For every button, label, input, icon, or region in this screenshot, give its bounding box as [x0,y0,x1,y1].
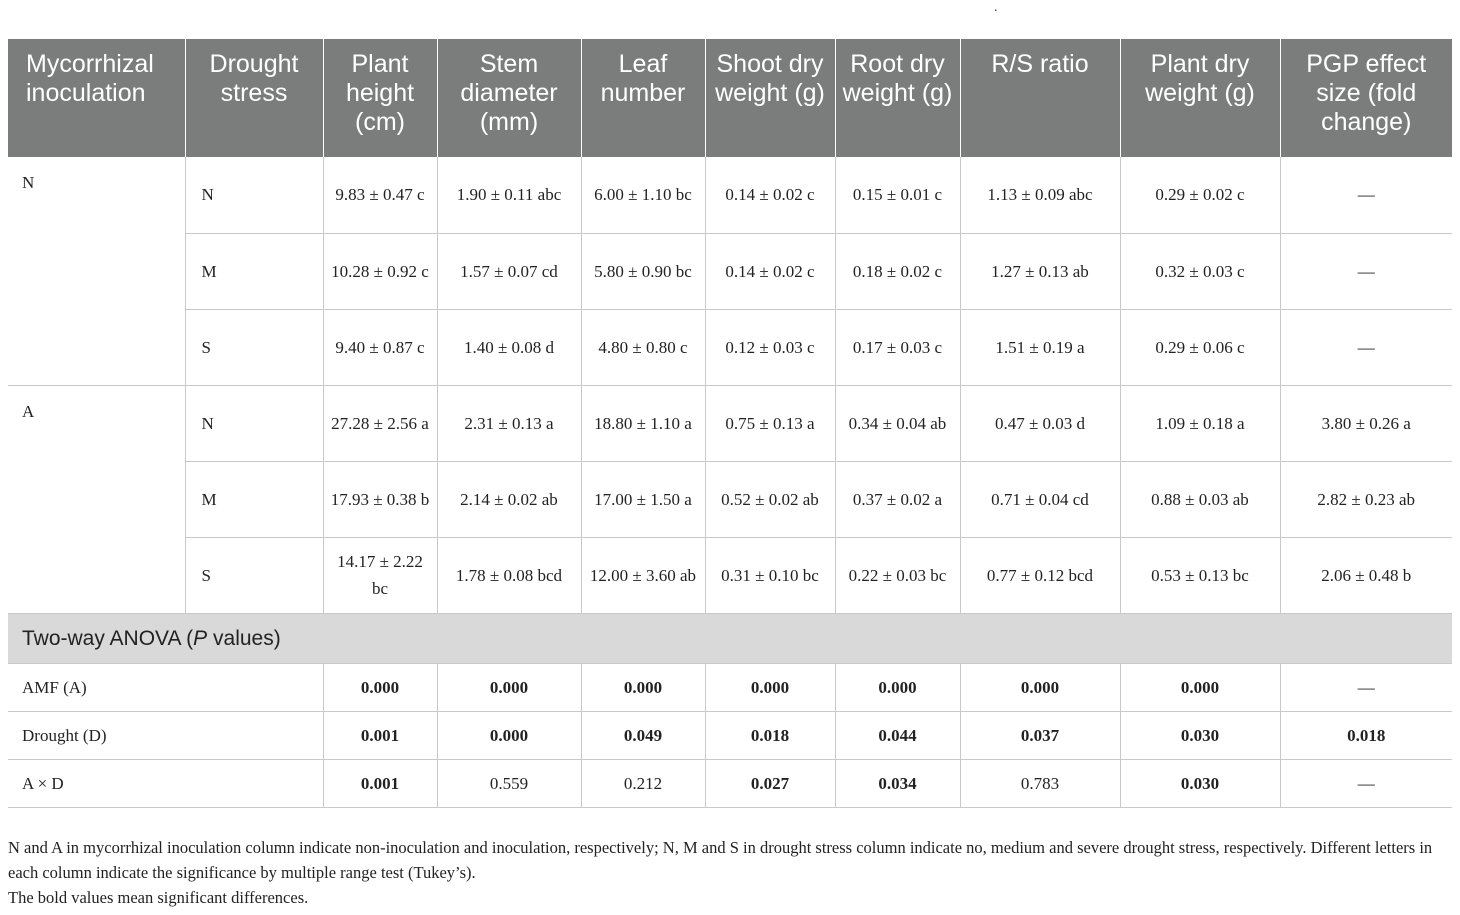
value-cell: 18.80 ± 1.10 a [581,385,705,461]
header-plant-dry-weight: Plant dry weight (g) [1120,39,1280,157]
anova-p-value: 0.018 [705,711,835,759]
anova-p-value: — [1280,759,1452,807]
anova-p-value: 0.212 [581,759,705,807]
anova-section-header [8,613,1452,663]
header-mycorrhizal-inoculation: Mycorrhizal inoculation [8,39,185,157]
value-cell: 0.29 ± 0.06 c [1120,309,1280,385]
footnote-abbreviations: N and A in mycorrhizal inoculation column indicate non-inoculation and inoculation, respectively; N, M and S in drought stress column indicate no, medium and severe drought stress, respectively. Different letters in each column indicate the significance by multiple range test (Tukey’s). [8,838,1433,882]
table-footnotes [8,835,1454,910]
value-cell: 17.00 ± 1.50 a [581,461,705,537]
header-shoot-dry-weight: Shoot dry weight (g) [705,39,835,157]
anova-row [8,759,1452,807]
anova-row [8,663,1452,711]
header-pgp-effect-size: PGP effect size (fold change) [1280,39,1452,157]
anova-p-value: 0.559 [437,759,581,807]
value-cell: 1.13 ± 0.09 abc [960,157,1120,233]
value-cell: 1.27 ± 0.13 ab [960,233,1120,309]
value-cell: 17.93 ± 0.38 b [323,461,437,537]
table-row [8,233,1452,309]
anova-p-value: 0.783 [960,759,1120,807]
footnote-bold-values: The bold values mean significant differences. [8,888,309,907]
anova-p-value: 0.000 [960,663,1120,711]
anova-p-value: 0.000 [581,663,705,711]
anova-p-value: 0.027 [705,759,835,807]
drought-cell: M [185,233,323,309]
anova-title [8,613,1452,663]
anova-p-value: 0.000 [437,711,581,759]
value-cell: 0.18 ± 0.02 c [835,233,960,309]
anova-title-post: values) [207,626,281,650]
value-cell: — [1280,157,1452,233]
value-cell: 0.77 ± 0.12 bcd [960,537,1120,613]
value-cell: 1.90 ± 0.11 abc [437,157,581,233]
anova-p-value: — [1280,663,1452,711]
anova-factor-label: Drought (D) [8,711,323,759]
anova-factor-label: A × D [8,759,323,807]
value-cell: 0.53 ± 0.13 bc [1120,537,1280,613]
drought-cell: S [185,309,323,385]
value-cell: 2.31 ± 0.13 a [437,385,581,461]
drought-cell: N [185,385,323,461]
drought-cell: M [185,461,323,537]
value-cell: 0.37 ± 0.02 a [835,461,960,537]
anova-p-value: 0.001 [323,711,437,759]
value-cell: 0.47 ± 0.03 d [960,385,1120,461]
value-cell: 0.15 ± 0.01 c [835,157,960,233]
header-drought-stress: Drought stress [185,39,323,157]
value-cell: 0.14 ± 0.02 c [705,233,835,309]
anova-p-value: 0.000 [437,663,581,711]
anova-factor-label: AMF (A) [8,663,323,711]
anova-p-value: 0.000 [1120,663,1280,711]
drought-cell: N [185,157,323,233]
top-mark: . [994,0,998,15]
value-cell: 10.28 ± 0.92 c [323,233,437,309]
value-cell: 6.00 ± 1.10 bc [581,157,705,233]
table-row [8,157,1452,233]
group-label-non-inoculated: N [8,157,185,385]
table-row [8,309,1452,385]
anova-p-value: 0.044 [835,711,960,759]
header-rs-ratio: R/S ratio [960,39,1120,157]
group-label-inoculated: A [8,385,185,613]
value-cell: 1.40 ± 0.08 d [437,309,581,385]
value-cell: — [1280,233,1452,309]
anova-p-value: 0.030 [1120,711,1280,759]
table-row [8,537,1452,613]
anova-p-value: 0.037 [960,711,1120,759]
anova-title-p: P [193,626,208,650]
value-cell: — [1280,309,1452,385]
table-row [8,461,1452,537]
anova-p-value: 0.030 [1120,759,1280,807]
value-cell: 0.88 ± 0.03 ab [1120,461,1280,537]
value-cell: 0.34 ± 0.04 ab [835,385,960,461]
anova-row [8,711,1452,759]
value-cell: 0.17 ± 0.03 c [835,309,960,385]
value-cell: 2.06 ± 0.48 b [1280,537,1452,613]
value-cell: 14.17 ± 2.22 bc [323,537,437,613]
header-root-dry-weight: Root dry weight (g) [835,39,960,157]
header-stem-diameter: Stem diameter (mm) [437,39,581,157]
value-cell: 1.51 ± 0.19 a [960,309,1120,385]
header-plant-height: Plant height (cm) [323,39,437,157]
header-row [8,39,1452,157]
value-cell: 3.80 ± 0.26 a [1280,385,1452,461]
anova-p-value: 0.000 [323,663,437,711]
value-cell: 0.75 ± 0.13 a [705,385,835,461]
anova-p-value: 0.000 [705,663,835,711]
value-cell: 12.00 ± 3.60 ab [581,537,705,613]
anova-p-value: 0.034 [835,759,960,807]
drought-cell: S [185,537,323,613]
value-cell: 27.28 ± 2.56 a [323,385,437,461]
value-cell: 0.52 ± 0.02 ab [705,461,835,537]
results-table [8,39,1452,808]
value-cell: 0.14 ± 0.02 c [705,157,835,233]
value-cell: 0.71 ± 0.04 cd [960,461,1120,537]
table-row [8,385,1452,461]
value-cell: 4.80 ± 0.80 c [581,309,705,385]
value-cell: 0.12 ± 0.03 c [705,309,835,385]
value-cell: 0.31 ± 0.10 bc [705,537,835,613]
header-leaf-number: Leaf number [581,39,705,157]
value-cell: 1.09 ± 0.18 a [1120,385,1280,461]
value-cell: 0.29 ± 0.02 c [1120,157,1280,233]
value-cell: 0.22 ± 0.03 bc [835,537,960,613]
anova-rows [8,663,1452,807]
value-cell: 5.80 ± 0.90 bc [581,233,705,309]
value-cell: 9.83 ± 0.47 c [323,157,437,233]
anova-p-value: 0.049 [581,711,705,759]
value-cell: 2.14 ± 0.02 ab [437,461,581,537]
value-cell: 0.32 ± 0.03 c [1120,233,1280,309]
value-cell: 2.82 ± 0.23 ab [1280,461,1452,537]
value-cell: 9.40 ± 0.87 c [323,309,437,385]
value-cell: 1.57 ± 0.07 cd [437,233,581,309]
anova-p-value: 0.001 [323,759,437,807]
anova-title-pre: Two-way ANOVA ( [22,626,194,650]
anova-p-value: 0.018 [1280,711,1452,759]
anova-p-value: 0.000 [835,663,960,711]
value-cell: 1.78 ± 0.08 bcd [437,537,581,613]
